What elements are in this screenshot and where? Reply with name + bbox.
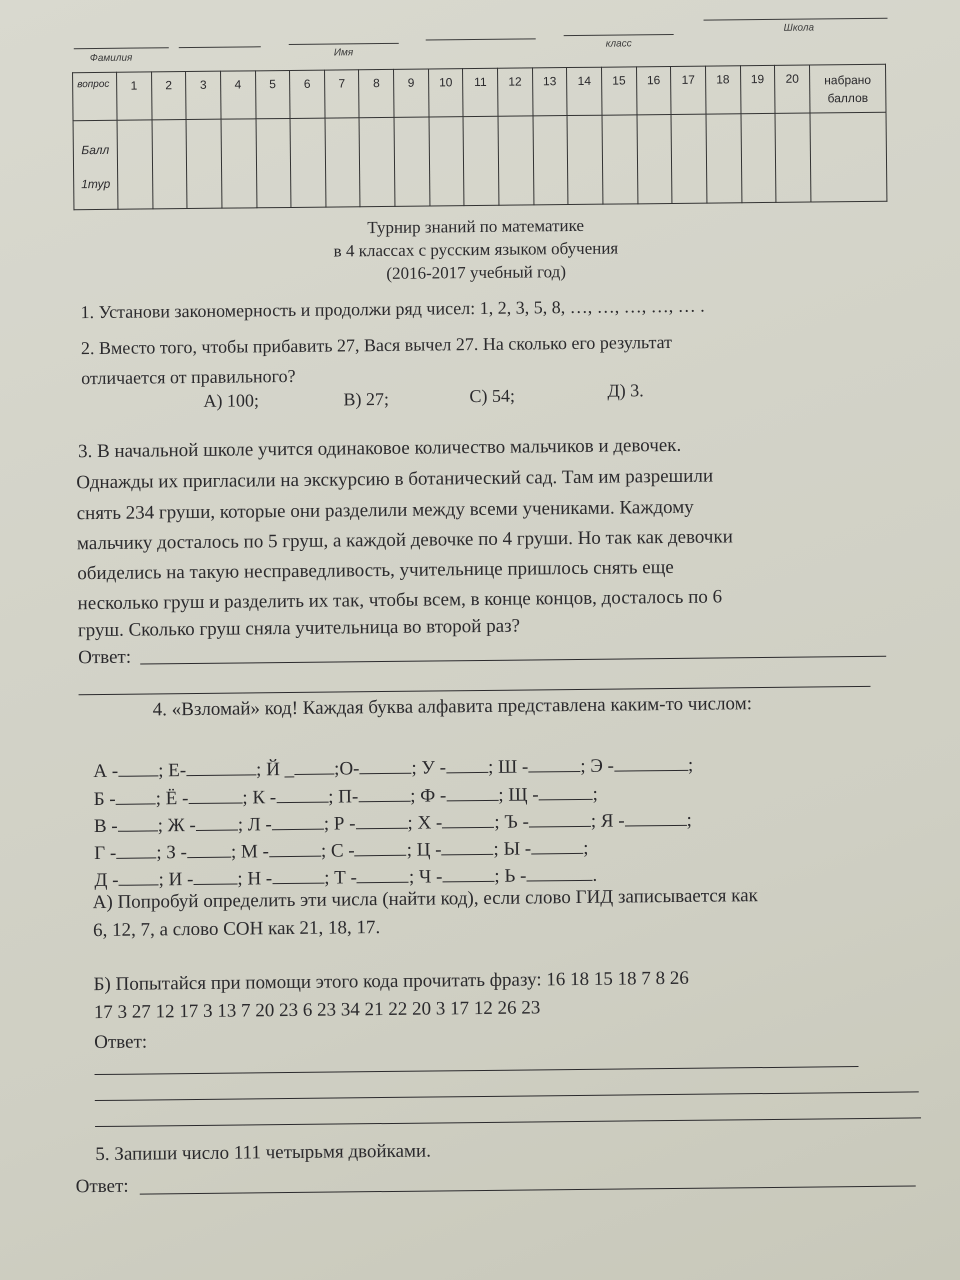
code-letter: ; Ь - (494, 865, 527, 887)
column-header: 13 (532, 68, 567, 116)
code-blank[interactable] (355, 812, 407, 830)
code-letter: ; Р - (323, 813, 356, 835)
code-letter: А - (93, 760, 119, 783)
code-letter: ; (592, 783, 598, 805)
total-score-header (809, 64, 885, 113)
code-blank[interactable] (269, 840, 321, 858)
code-blank[interactable] (358, 785, 410, 803)
score-cell[interactable] (706, 114, 742, 203)
code-blank[interactable] (118, 759, 158, 776)
score-cell[interactable] (463, 116, 499, 205)
name-line (289, 43, 399, 45)
code-letter: ; Ц - (406, 839, 442, 861)
question-3-line: Однажды их пригласили на экскурсию в ботанический сад. Там им разрешили (76, 465, 714, 494)
code-blank[interactable] (529, 810, 591, 828)
class-line (564, 34, 674, 36)
question-4-answer-line-3[interactable] (95, 1117, 921, 1127)
code-blank[interactable] (528, 755, 580, 773)
code-blank[interactable] (531, 837, 583, 855)
column-header: 20 (775, 65, 810, 113)
score-cell[interactable] (221, 119, 257, 208)
question-5-answer-line[interactable] (140, 1185, 916, 1194)
code-letter: ; Ё - (155, 788, 189, 810)
question-2-line-2: отличается от правильного? (81, 365, 296, 389)
code-blank[interactable] (272, 813, 324, 831)
score-cell[interactable] (498, 116, 534, 205)
score-cell[interactable] (152, 120, 188, 209)
question-4-heading: 4. «Взломай» код! Каждая буква алфавита представлена каким-то числом: (152, 693, 753, 721)
column-header: 10 (428, 69, 463, 117)
score-cell[interactable] (290, 118, 326, 207)
column-header: 6 (290, 70, 325, 118)
code-letter: Г - (94, 842, 117, 865)
score-cell[interactable] (117, 120, 153, 209)
score-table-header-row (73, 64, 886, 121)
code-letter: ; Ы - (493, 838, 532, 860)
code-letter: ; Щ - (498, 784, 539, 806)
question-3-line: снять 234 груши, которые они разделили между всеми учениками. Каждому (76, 496, 694, 525)
title-line-1: Турнир знаний по математике (367, 215, 585, 238)
score-table (72, 64, 887, 211)
code-blank[interactable] (538, 783, 592, 801)
question-2-option-c: С) 54; (469, 385, 516, 407)
question-5-answer-label: Ответ: (75, 1175, 129, 1198)
question-4-answer-line[interactable] (95, 1066, 859, 1075)
code-letter: ; Н - (237, 868, 273, 890)
code-blank[interactable] (196, 814, 238, 831)
code-letter: ; Й _ (256, 758, 295, 781)
score-label-line2: 1тур (81, 176, 111, 192)
column-header: 12 (498, 68, 533, 116)
column-header: 1 (117, 72, 152, 120)
column-header: 3 (186, 71, 221, 119)
class-label: класс (605, 38, 632, 50)
code-letter: Д - (94, 869, 119, 892)
score-cell[interactable] (567, 115, 603, 204)
score-cell[interactable] (775, 113, 811, 202)
code-letter: ; Л - (237, 814, 272, 836)
code-letter: ; Е- (158, 760, 187, 782)
column-header: 18 (705, 66, 740, 114)
question-row-label: вопрос (73, 72, 118, 120)
question-3-line: 3. В начальной школе учится одинаковое количество мальчиков и девочек. (77, 434, 682, 463)
score-row (73, 112, 887, 210)
code-blank[interactable] (359, 757, 411, 775)
column-header: 11 (463, 68, 498, 116)
code-letter: ; (687, 754, 694, 776)
code-letter: ; Ж - (157, 814, 196, 837)
code-letter: ; Т - (324, 867, 358, 889)
total-label-line2: баллов (827, 90, 869, 106)
code-letter: Б - (93, 788, 116, 811)
school-label: Школа (783, 22, 815, 34)
code-blank[interactable] (442, 811, 494, 829)
code-blank[interactable] (446, 784, 498, 802)
code-letter: ; Ш - (487, 756, 529, 778)
code-letter: В - (93, 815, 118, 838)
code-blank[interactable] (116, 841, 156, 858)
code-blank[interactable] (188, 786, 242, 804)
code-row-2 (94, 783, 598, 811)
score-cell[interactable] (637, 114, 673, 203)
code-blank[interactable] (355, 839, 407, 857)
score-cell[interactable] (533, 116, 569, 205)
surname-line-2 (179, 46, 261, 48)
code-letter: ; Я - (590, 810, 625, 832)
code-letter: ; И - (158, 869, 194, 891)
column-header: 8 (359, 69, 394, 117)
code-letter: ; Ъ - (494, 811, 529, 833)
code-letter: ; М - (230, 841, 270, 863)
code-row-4 (94, 837, 588, 865)
code-row-3 (94, 809, 692, 838)
code-blank[interactable] (442, 865, 494, 883)
question-5: 5. Запиши число 111 четырьмя двойками. (95, 1140, 432, 1166)
question-3-line: груш. Сколько груш сняла учительница во второй раз? (77, 615, 521, 642)
column-header: 14 (567, 67, 602, 115)
question-4-part-b-line-1: Б) Попытайся при помощи этого кода прочитать фразу: 16 18 15 18 7 8 26 (93, 967, 689, 996)
code-letter: . (592, 864, 598, 886)
total-label-line1: набрано (824, 72, 872, 88)
question-4-answer-label: Ответ: (94, 1031, 148, 1054)
code-letter: ; Ф - (410, 785, 447, 807)
title-line-2: в 4 классах с русским языком обучения (333, 238, 619, 261)
score-cell[interactable] (360, 117, 396, 206)
code-blank[interactable] (193, 868, 237, 885)
question-4-answer-line-2[interactable] (95, 1091, 919, 1101)
question-2-option-d: Д) 3. (607, 380, 644, 401)
school-line (704, 18, 888, 21)
score-cell[interactable] (602, 115, 638, 204)
score-cell[interactable] (671, 114, 707, 203)
column-header: 4 (220, 71, 255, 119)
code-letter: ; (583, 837, 589, 859)
code-letter: ; Ч - (408, 866, 443, 888)
column-header: 9 (394, 69, 429, 117)
question-3-line: несколько груш и разделить их так, чтобы всем, в конце концов, досталось по 6 (77, 586, 723, 615)
code-blank[interactable] (186, 758, 256, 776)
question-2-option-a: А) 100; (203, 390, 260, 411)
code-letter: ;О- (334, 758, 360, 780)
code-blank[interactable] (441, 838, 493, 856)
code-letter: ; Э - (580, 755, 615, 777)
name-line-2 (426, 38, 536, 40)
score-cell[interactable] (256, 118, 292, 207)
question-4-part-a-line-2: 6, 12, 7, а слово СОН как 21, 18, 17. (92, 917, 381, 942)
question-3-line: обиделись на такую несправедливость, учительнице пришлось снять еще (77, 556, 674, 585)
question-3-answer-line[interactable] (140, 656, 886, 665)
question-2-line-1: 2. Вместо того, чтобы прибавить 27, Вася вычел 27. На сколько его результат (80, 331, 673, 359)
code-blank[interactable] (294, 758, 334, 775)
code-blank[interactable] (625, 809, 687, 827)
column-header: 19 (740, 65, 775, 113)
code-blank[interactable] (357, 866, 409, 884)
score-label-line1: Балл (81, 142, 110, 158)
code-letter: ; У - (411, 757, 447, 779)
score-cell[interactable] (394, 117, 430, 206)
code-blank[interactable] (614, 754, 688, 772)
code-blank[interactable] (116, 787, 156, 804)
code-blank[interactable] (446, 756, 488, 773)
code-blank[interactable] (526, 864, 592, 882)
question-4-part-b-line-2: 17 3 27 12 17 3 13 7 20 23 6 23 34 21 22 20 3 17 12 26 23 (93, 997, 541, 1024)
column-header: 5 (255, 70, 290, 118)
score-cell[interactable] (741, 113, 777, 202)
name-label: Имя (333, 47, 354, 59)
code-letter: ; Х - (407, 812, 443, 834)
question-2-option-b: В) 27; (343, 388, 390, 410)
score-cell[interactable] (186, 119, 222, 208)
question-1: 1. Установи закономерность и продолжи ряд чисел: 1, 2, 3, 5, 8, …, …, …, …, … . (80, 295, 705, 323)
question-4-part-a-line-1: А) Попробуй определить эти числа (найти код), если слово ГИД записывается как (92, 885, 758, 914)
title-line-3: (2016-2017 учебный год) (386, 262, 567, 283)
code-row-1 (93, 754, 693, 783)
code-blank[interactable] (276, 786, 328, 804)
code-blank[interactable] (118, 868, 158, 885)
column-header: 17 (671, 66, 706, 114)
code-blank[interactable] (272, 867, 324, 885)
score-cell[interactable] (429, 117, 465, 206)
surname-line (74, 47, 169, 49)
column-header: 15 (601, 67, 636, 115)
code-blank[interactable] (187, 841, 231, 858)
code-letter: ; С - (320, 840, 355, 862)
score-row-label (73, 120, 118, 209)
question-3-answer-label: Ответ: (78, 646, 132, 669)
column-header: 16 (636, 66, 671, 114)
code-letter: ; З - (156, 842, 188, 864)
surname-label: Фамилия (89, 52, 133, 65)
code-letter: ; (686, 809, 693, 831)
column-header: 7 (324, 70, 359, 118)
column-header: 2 (151, 72, 186, 120)
score-cell[interactable] (325, 118, 361, 207)
question-3-line: мальчику досталось по 5 груш, а каждой девочке по 4 груши. Но так как девочки (76, 526, 733, 555)
code-letter: ; К - (242, 787, 277, 809)
code-letter: ; П- (328, 786, 359, 808)
total-score-cell[interactable] (810, 112, 887, 202)
code-blank[interactable] (118, 814, 158, 831)
